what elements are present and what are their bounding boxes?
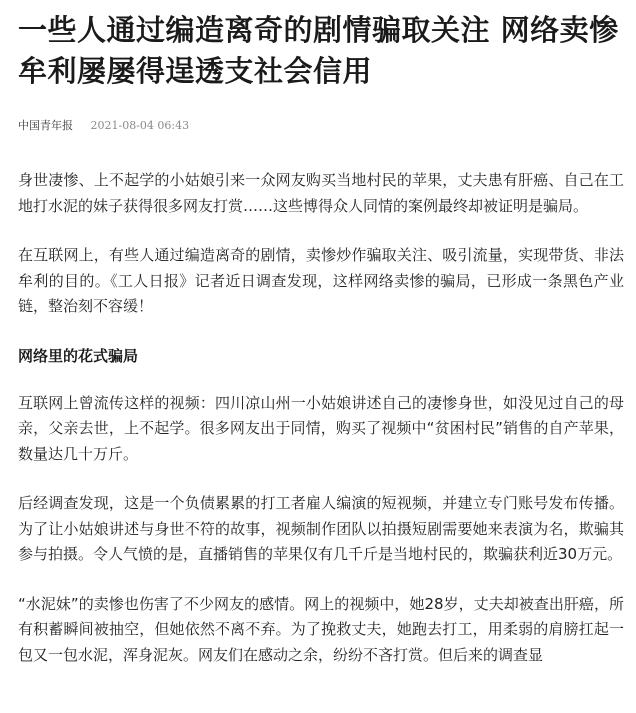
paragraph-liangshan: 互联网上曾流传这样的视频：四川凉山州一小姑娘讲述自己的凄惨身世，如没见过自己的母亲，父亲去世，上不起学。很多网友出于同情，购买了视频中“贫困村民”销售的自产苹果，数量达几十万斤。 <box>18 393 624 463</box>
paragraph-summary: 在互联网上，有些人通过编造离奇的剧情，卖惨炒作骗取关注、吸引流量，实现带货、非法牟利的目的。《工人日报》记者近日调查发现，这样网络卖惨的骗局，已形成一条黑色产业链，整治刻不容缓！ <box>18 246 624 315</box>
paragraph-cement-girl: “水泥妹”的卖惨也伤害了不少网友的感情。网上的视频中，她28岁，丈夫却被查出肝癌，所有积蓄瞬间被抽空，但她依然不离不弃。为了挽救丈夫，她跑去打工，用柔弱的肩膀扛起一包又一包水泥，浑身泥灰。网友们在感动之余，纷纷不吝打赏。但后来的调查显 <box>18 594 624 664</box>
paragraph-investigation: 后经调查发现，这是一个负债累累的打工者雇人编演的短视频，并建立专门账号发布传播。为了让小姑娘讲述与身世不符的故事，视频制作团队以拍摄短剧需要她来表演为名，欺骗其参与拍摄。令人气愤的是，直播销售的苹果仅有几千斤是当地村民的，欺骗获利近30万元。 <box>18 494 624 563</box>
section-heading: 网络里的花式骗局 <box>18 346 139 365</box>
article-date: 2021-08-04 06:43 <box>90 119 190 132</box>
article-source[interactable]: 中国青年报 <box>18 119 73 132</box>
paragraph-intro: 身世凄惨、上不起学的小姑娘引来一众网友购买当地村民的苹果，丈夫患有肝癌、自己在工地打水泥的妹子获得很多网友打赏……这些博得众人同情的案例最终却被证明是骗局。 <box>18 171 624 215</box>
article <box>18 0 624 692</box>
article-headline: 一些人通过编造离奇的剧情骗取关注 网络卖惨牟利屡屡得逞透支社会信用 <box>18 13 619 88</box>
article-body <box>18 168 624 668</box>
article-meta <box>18 118 624 134</box>
